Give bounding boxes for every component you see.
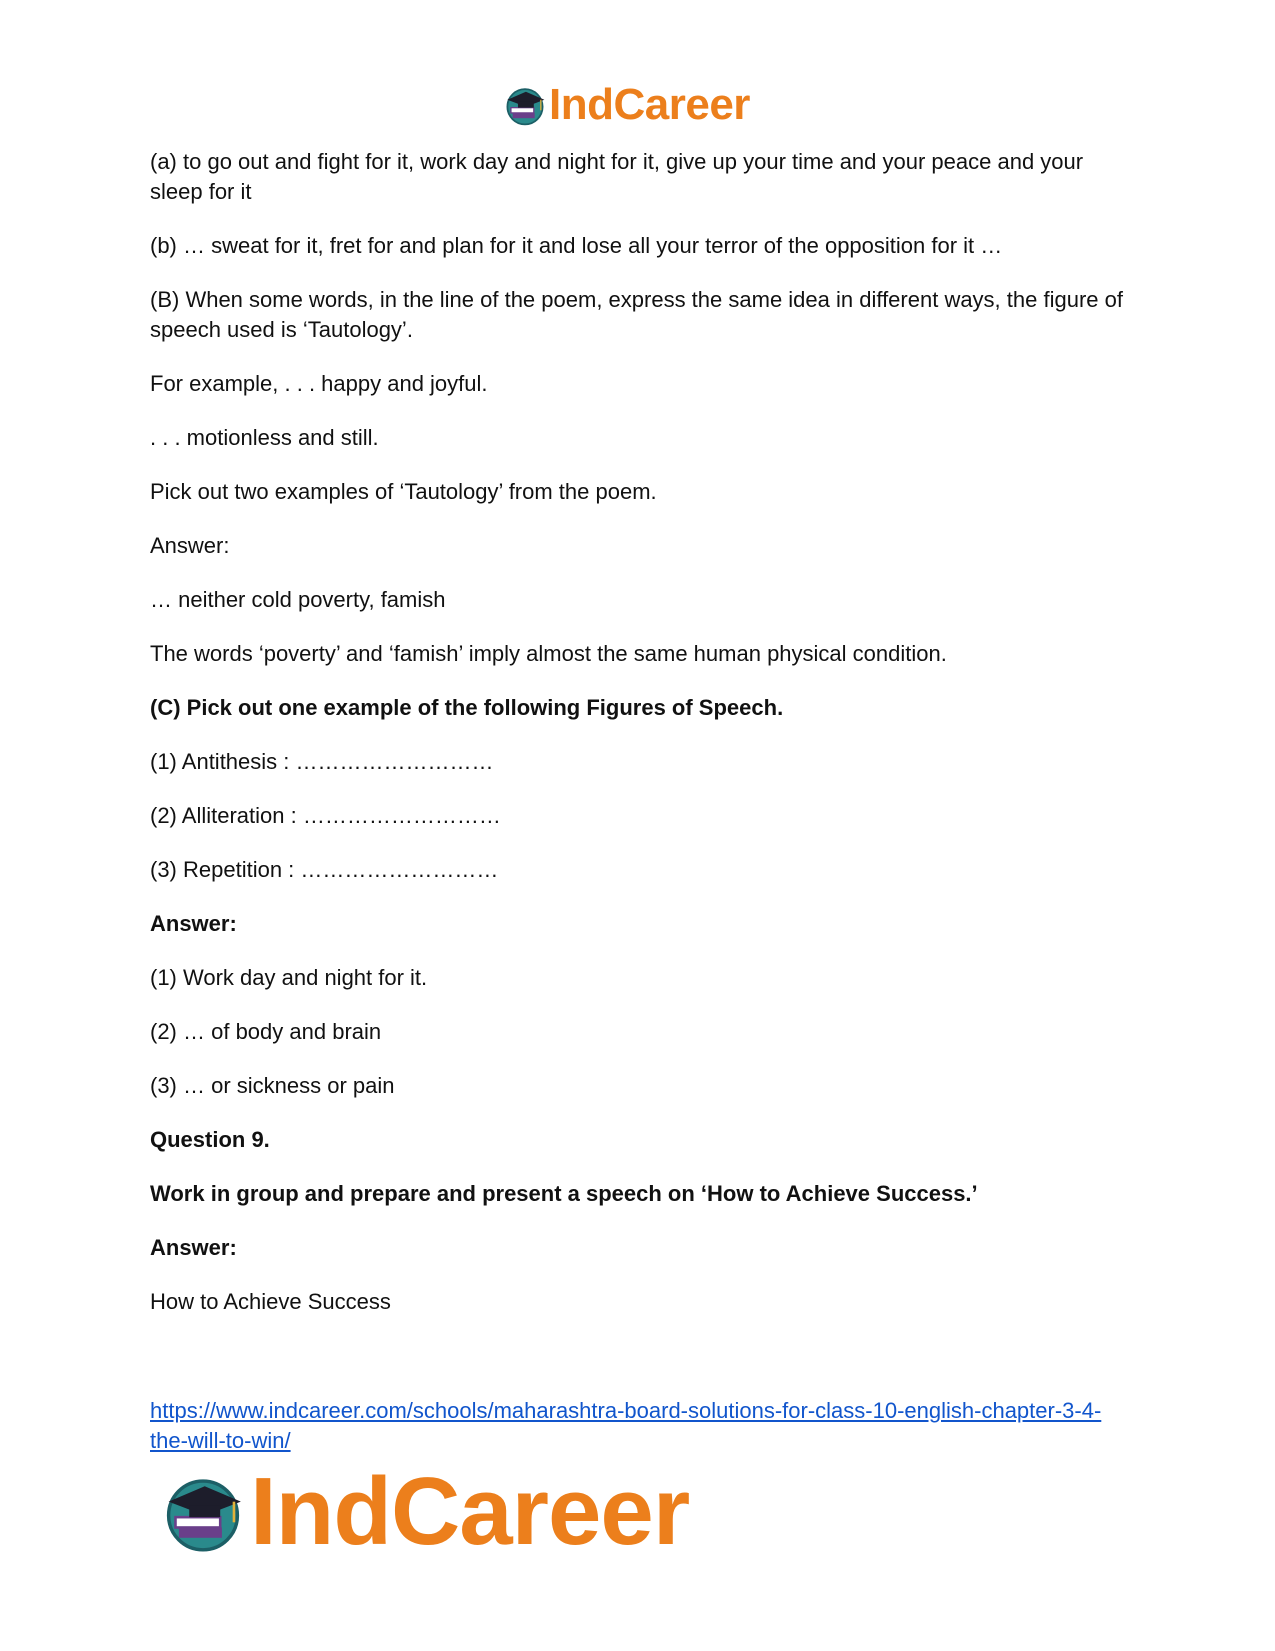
paragraph: (1) Antithesis : ……………………… <box>150 749 494 774</box>
paragraph: Pick out two examples of ‘Tautology’ from the poem. <box>150 479 657 504</box>
document-body <box>150 147 1130 1341</box>
paragraph: (B) When some words, in the line of the poem, express the same idea in different ways, the figure of speech used is ‘Tautology’. <box>150 287 1123 342</box>
source-link[interactable]: https://www.indcareer.com/schools/maharashtra-board-solutions-for-class-10-english-chapter-3-4-the-will-to-win/ <box>150 1398 1102 1453</box>
footer-logo-text: IndCareer <box>250 1458 690 1565</box>
graduation-cap-icon <box>160 1469 246 1555</box>
header-logo <box>503 80 750 130</box>
paragraph: (C) Pick out one example of the following Figures of Speech. <box>150 695 784 720</box>
footer-logo <box>160 1458 690 1565</box>
paragraph: (b) … sweat for it, fret for and plan for it and lose all your terror of the opposition for it … <box>150 233 1003 258</box>
paragraph: Answer: <box>150 1235 237 1260</box>
paragraph: How to Achieve Success <box>150 1289 391 1314</box>
paragraph: . . . motionless and still. <box>150 425 379 450</box>
paragraph: (3) … or sickness or pain <box>150 1073 395 1098</box>
paragraph: (2) … of body and brain <box>150 1019 382 1044</box>
graduation-cap-icon <box>503 83 547 127</box>
paragraph: (a) to go out and fight for it, work day and night for it, give up your time and your peace and your sleep for it <box>150 149 1084 204</box>
paragraph: Answer: <box>150 911 237 936</box>
paragraph: For example, . . . happy and joyful. <box>150 371 488 396</box>
paragraph: (1) Work day and night for it. <box>150 965 428 990</box>
paragraph: The words ‘poverty’ and ‘famish’ imply almost the same human physical condition. <box>150 641 947 666</box>
paragraph: … neither cold poverty, famish <box>150 587 446 612</box>
paragraph: (3) Repetition : ……………………… <box>150 857 499 882</box>
paragraph: Question 9. <box>150 1127 270 1152</box>
paragraph: Work in group and prepare and present a speech on ‘How to Achieve Success.’ <box>150 1181 978 1206</box>
paragraph: (2) Alliteration : ……………………… <box>150 803 501 828</box>
paragraph: Answer: <box>150 533 230 558</box>
header-logo-text: IndCareer <box>549 80 750 129</box>
